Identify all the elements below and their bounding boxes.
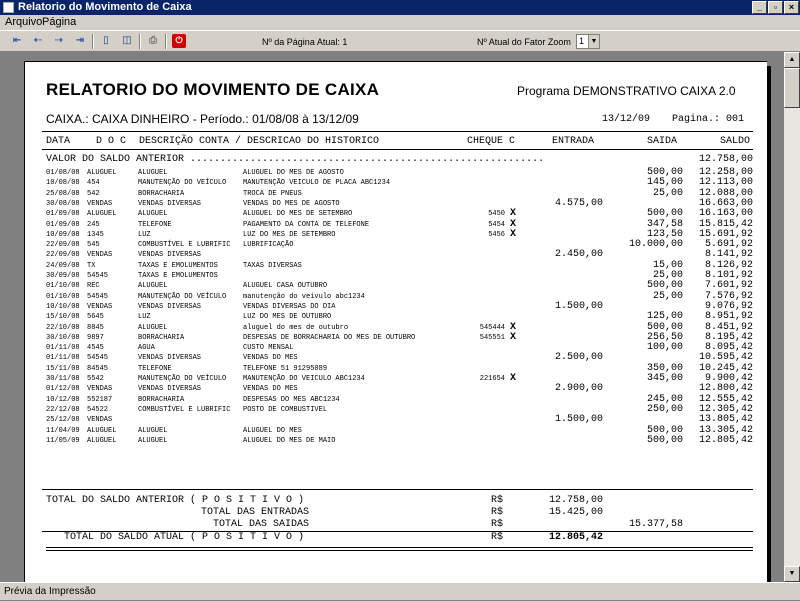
row-conta: BORRACHARIA [138, 396, 185, 404]
row-cheque: 545551 [479, 334, 505, 342]
row-historico: MANUTENÇÃO DO VEICULO ABC1234 [243, 375, 365, 383]
close-button[interactable]: × [784, 1, 799, 14]
divider [42, 149, 753, 150]
row-doc: VENDAS [87, 385, 113, 393]
row-conta: VENDAS DIVERSAS [138, 200, 202, 208]
row-historico: manutenção do veivulo abc1234 [243, 293, 365, 301]
row-doc: ALUGUEL [87, 210, 117, 218]
row-conta: BORRACHARIA [138, 334, 185, 342]
row-historico: ALUGUEL DO MES [243, 427, 302, 435]
row-historico: PAGAMENTO DA CONTA DE TELEFONE [243, 221, 370, 229]
row-saldo: 8.126,92 [704, 260, 753, 271]
last-page-icon[interactable]: ⇥ [75, 35, 85, 46]
current-page-label: Nº da Página Atual: 1 [262, 37, 348, 47]
previous-page-icon[interactable]: ⇠ [33, 35, 43, 46]
total-saidas-label: TOTAL DAS SAIDAS [213, 519, 310, 530]
row-saida: 500,00 [646, 322, 683, 333]
scroll-up-icon[interactable]: ▲ [784, 52, 800, 68]
row-conta: ALUGUEL [138, 437, 168, 445]
divider [42, 131, 753, 132]
row-historico: aluguel do mes de outubro [243, 324, 349, 332]
total-entradas-value: 15.425,00 [548, 507, 603, 518]
row-conta: TAXAS E EMOLUMENTOS [138, 272, 218, 280]
row-conciliado: X [510, 322, 517, 333]
divider [46, 550, 753, 551]
report-caixa-period: CAIXA.: CAIXA DINHEIRO - Período.: 01/08/08 à 13/12/09 [46, 112, 359, 126]
row-saldo: 12.555,42 [698, 394, 753, 405]
row-date: 10/12/08 [46, 396, 80, 404]
row-saida: 250,00 [646, 404, 683, 415]
row-saldo: 7.601,92 [704, 280, 753, 291]
row-conta: MANUTENÇÃO DO VEÍCULO [138, 375, 227, 383]
row-historico: POSTO DE COMBUSTIVEL [243, 406, 328, 414]
row-saldo: 12.113,00 [698, 177, 753, 188]
row-date: 30/11/08 [46, 375, 80, 383]
total-anterior-value: 12.758,00 [548, 495, 603, 506]
exit-icon[interactable]: ⏻ [172, 34, 186, 48]
row-doc: 552187 [87, 396, 113, 404]
row-saldo: 13.805,42 [698, 414, 753, 425]
window-title: Relatorio do Movimento de Caixa [18, 1, 192, 13]
row-doc: 54545 [87, 354, 109, 362]
row-date: 11/04/09 [46, 427, 80, 435]
row-saida: 100,00 [646, 342, 683, 353]
row-saldo: 8.101,92 [704, 270, 753, 281]
row-saida: 10.000,00 [628, 239, 683, 250]
row-doc: TX [87, 262, 96, 270]
row-conciliado: X [510, 373, 517, 384]
row-saida: 145,00 [646, 177, 683, 188]
row-saida: 25,00 [652, 270, 683, 281]
row-doc: 1345 [87, 231, 104, 239]
row-saldo: 12.805,42 [698, 435, 753, 446]
row-historico: ALUGUEL DO MES DE SETEMBRO [243, 210, 353, 218]
row-historico: LUZ DO MES DE OUTUBRO [243, 313, 332, 321]
row-historico: VENDAS DO MES [243, 354, 298, 362]
row-saida: 350,00 [646, 363, 683, 374]
row-saldo: 13.305,42 [698, 425, 753, 436]
row-saida: 500,00 [646, 208, 683, 219]
row-conciliado: X [510, 208, 517, 219]
row-conciliado: X [510, 229, 517, 240]
printer-icon[interactable]: ⎙ [149, 35, 157, 46]
row-saida: 15,00 [652, 260, 683, 271]
row-saldo: 8.195,42 [704, 332, 753, 343]
row-date: 01/11/08 [46, 344, 80, 352]
row-date: 22/09/08 [46, 241, 80, 249]
row-saldo: 8.141,92 [704, 249, 753, 260]
row-conta: AGUA [138, 344, 155, 352]
row-doc: 545 [87, 241, 100, 249]
menu-arquivo[interactable]: Arquivo [5, 16, 43, 28]
toolbar-separator [139, 34, 141, 49]
total-saidas-currency: R$ [491, 519, 504, 530]
row-historico: MANUTENÇÃO VEICULO DE PLACA ABC1234 [243, 179, 391, 187]
col-header-desc: DESCRIÇÃO CONTA / DESCRICAO DO HISTORICO [139, 136, 380, 147]
row-entrada: 4.575,00 [554, 198, 603, 209]
row-saida: 500,00 [646, 167, 683, 178]
row-historico: DESPESAS DE BORRACHARIA DO MES DE OUTUBRO [243, 334, 416, 342]
toolbar-separator [92, 34, 94, 49]
row-conciliado: X [510, 219, 517, 230]
row-conta: LUZ [138, 231, 151, 239]
row-cheque: 5454 [488, 221, 505, 229]
row-doc: 4545 [87, 344, 104, 352]
row-saida: 25,00 [652, 188, 683, 199]
col-header-doc: D O C [96, 136, 127, 147]
row-conta: VENDAS DIVERSAS [138, 385, 202, 393]
row-saldo: 9.900,42 [704, 373, 753, 384]
row-doc: 542 [87, 190, 100, 198]
total-saidas-value: 15.377,58 [628, 519, 683, 530]
opening-balance-label: VALOR DO SALDO ANTERIOR ........................................................... [46, 154, 545, 165]
row-conta: ALUGUEL [138, 324, 168, 332]
report-page-number: Pagina.: 001 [672, 114, 745, 125]
row-historico: TELEFONE 51 91295089 [243, 365, 328, 373]
row-historico: TAXAS DIVERSAS [243, 262, 302, 270]
total-entradas-currency: R$ [491, 507, 504, 518]
row-doc: 5645 [87, 313, 104, 321]
opening-balance-value: 12.758,00 [698, 154, 753, 165]
row-doc: 245 [87, 221, 100, 229]
row-saldo: 9.076,92 [704, 301, 753, 312]
first-page-icon[interactable]: ⇤ [12, 35, 22, 46]
scroll-thumb[interactable] [784, 68, 800, 108]
row-cheque: 545444 [479, 324, 505, 332]
zoom-label: Nº Atual do Fator Zoom [477, 37, 571, 47]
row-date: 01/10/08 [46, 282, 80, 290]
row-doc: 454 [87, 179, 100, 187]
row-date: 01/11/08 [46, 354, 80, 362]
row-doc: 5542 [87, 375, 104, 383]
row-doc: REC [87, 282, 100, 290]
row-date: 22/09/08 [46, 251, 80, 259]
zoom-value: 1 [579, 36, 585, 46]
row-date: 01/09/08 [46, 210, 80, 218]
total-atual-value: 12.805,42 [548, 532, 603, 543]
page-shadow [767, 66, 771, 582]
divider [42, 489, 753, 490]
row-saida: 500,00 [646, 280, 683, 291]
row-historico: ALUGUEL DO MES DE MAIO [243, 437, 336, 445]
row-saldo: 15.815,42 [698, 219, 753, 230]
row-entrada: 2.500,00 [554, 352, 603, 363]
row-conta: ALUGUEL [138, 427, 168, 435]
row-historico: LUBRIFICAÇÃO [243, 241, 294, 249]
row-saldo: 12.800,42 [698, 383, 753, 394]
total-atual-currency: R$ [491, 532, 504, 543]
row-conta: VENDAS DIVERSAS [138, 251, 202, 259]
row-date: 10/10/08 [46, 303, 80, 311]
row-saldo: 12.305,42 [698, 404, 753, 415]
row-saida: 245,00 [646, 394, 683, 405]
row-doc: 54522 [87, 406, 109, 414]
row-date: 25/08/08 [46, 190, 80, 198]
row-historico: ALUGUEL CASA OUTUBRO [243, 282, 328, 290]
row-conta: COMBUSTÍVEL E LUBRIFIC [138, 406, 231, 414]
row-conta: LUZ [138, 313, 151, 321]
row-saldo: 12.258,00 [698, 167, 753, 178]
row-conta: ALUGUEL [138, 282, 168, 290]
row-conciliado: X [510, 332, 517, 343]
row-date: 30/09/08 [46, 272, 80, 280]
col-header-saldo: SALDO [720, 136, 751, 147]
total-anterior-label: TOTAL DO SALDO ANTERIOR ( P O S I T I V O ) [46, 495, 305, 506]
row-saida: 500,00 [646, 425, 683, 436]
row-date: 30/08/08 [46, 200, 80, 208]
row-saida: 256,50 [646, 332, 683, 343]
row-historico: DESPESAS DO MES ABC1234 [243, 396, 340, 404]
row-historico: VENDAS DO MES [243, 385, 298, 393]
row-entrada: 1.500,00 [554, 414, 603, 425]
row-saldo: 15.691,92 [698, 229, 753, 240]
row-doc: ALUGUEL [87, 427, 117, 435]
row-conta: TELEFONE [138, 365, 172, 373]
row-historico: VENDAS DIVERSAS DO DIA [243, 303, 336, 311]
status-bar [0, 582, 800, 600]
row-conta: VENDAS DIVERSAS [138, 303, 202, 311]
row-date: 01/12/08 [46, 385, 80, 393]
row-doc: 9897 [87, 334, 104, 342]
row-saida: 500,00 [646, 435, 683, 446]
row-saida: 25,00 [652, 291, 683, 302]
row-saida: 347,58 [646, 219, 683, 230]
report-title: RELATORIO DO MOVIMENTO DE CAIXA [46, 80, 380, 99]
col-header-entrada: ENTRADA [552, 136, 595, 147]
row-entrada: 1.500,00 [554, 301, 603, 312]
total-entradas-label: TOTAL DAS ENTRADAS [201, 507, 310, 518]
two-pages-icon[interactable]: ◫ [122, 35, 132, 46]
toolbar [0, 30, 800, 52]
report-page [24, 61, 767, 582]
row-entrada: 2.900,00 [554, 383, 603, 394]
row-doc: VENDAS [87, 416, 113, 424]
col-header-data: DATA [46, 136, 71, 147]
col-header-saida: SAIDA [647, 136, 678, 147]
row-date: 24/09/08 [46, 262, 80, 270]
row-historico: ALUGUEL DO MES DE AGOSTO [243, 169, 344, 177]
row-cheque: 5456 [488, 231, 505, 239]
row-saldo: 8.451,92 [704, 322, 753, 333]
row-date: 15/10/08 [46, 313, 80, 321]
row-historico: TROCA DE PNEUS [243, 190, 302, 198]
divider [46, 547, 753, 548]
row-doc: 54545 [87, 293, 109, 301]
row-doc: ALUGUEL [87, 169, 117, 177]
row-conta: MANUTENÇÃO DO VEÍCULO [138, 179, 227, 187]
row-conta: VENDAS DIVERSAS [138, 354, 202, 362]
status-text: Prévia da Impressão [4, 586, 96, 597]
row-saida: 125,00 [646, 311, 683, 322]
menu-bar [0, 15, 800, 30]
row-historico: CUSTO MENSAL [243, 344, 294, 352]
row-doc: 84545 [87, 365, 109, 373]
row-doc: 54545 [87, 272, 109, 280]
row-saida: 345,00 [646, 373, 683, 384]
row-historico: LUZ DO MES DE SETEMBRO [243, 231, 336, 239]
row-saldo: 8.951,92 [704, 311, 753, 322]
row-historico: VENDAS DO MES DE AGOSTO [243, 200, 340, 208]
next-page-icon[interactable]: ⇢ [54, 35, 64, 46]
row-saldo: 5.691,92 [704, 239, 753, 250]
row-conta: COMBUSTÍVEL E LUBRIFIC [138, 241, 231, 249]
maximize-button[interactable]: ▫ [768, 1, 783, 14]
row-saldo: 12.088,00 [698, 188, 753, 199]
row-date: 22/12/08 [46, 406, 80, 414]
row-date: 11/05/09 [46, 437, 80, 445]
row-date: 01/09/08 [46, 221, 80, 229]
row-doc: VENDAS [87, 303, 113, 311]
col-header-cheque: CHEQUE C [467, 136, 516, 147]
row-date: 10/09/08 [46, 231, 80, 239]
vertical-scrollbar[interactable] [784, 52, 800, 582]
row-date: 25/12/08 [46, 416, 80, 424]
zoom-select[interactable] [576, 34, 600, 49]
row-doc: 8845 [87, 324, 104, 332]
row-saida: 123,50 [646, 229, 683, 240]
row-cheque: 221654 [479, 375, 505, 383]
row-doc: VENDAS [87, 200, 113, 208]
app-icon [3, 2, 14, 13]
row-saldo: 16.163,00 [698, 208, 753, 219]
row-doc: ALUGUEL [87, 437, 117, 445]
minimize-button[interactable]: _ [752, 1, 767, 14]
row-date: 30/10/08 [46, 334, 80, 342]
scroll-down-icon[interactable]: ▼ [784, 566, 800, 582]
row-conta: TELEFONE [138, 221, 172, 229]
row-saldo: 7.576,92 [704, 291, 753, 302]
menu-pagina[interactable]: Página [42, 16, 77, 28]
row-date: 01/08/08 [46, 169, 80, 177]
row-conta: ALUGUEL [138, 210, 168, 218]
total-atual-label: TOTAL DO SALDO ATUAL ( P O S I T I V O ) [64, 532, 305, 543]
row-saldo: 10.595,42 [698, 352, 753, 363]
total-anterior-currency: R$ [491, 495, 504, 506]
row-saldo: 10.245,42 [698, 363, 753, 374]
row-saldo: 16.663,00 [698, 198, 753, 209]
toolbar-separator [165, 34, 167, 49]
row-date: 22/10/08 [46, 324, 80, 332]
single-page-icon[interactable]: ▯ [103, 35, 109, 46]
row-conta: TAXAS E EMOLUMENTOS [138, 262, 218, 270]
report-program: Programa DEMONSTRATIVO CAIXA 2.0 [517, 84, 736, 98]
row-date: 01/10/08 [46, 293, 80, 301]
row-conta: ALUGUEL [138, 169, 168, 177]
row-saldo: 8.095,42 [704, 342, 753, 353]
row-entrada: 2.450,00 [554, 249, 603, 260]
row-conta: BORRACHARIA [138, 190, 185, 198]
row-date: 10/08/08 [46, 179, 80, 187]
chevron-down-icon[interactable]: ▼ [588, 35, 599, 48]
row-doc: VENDAS [87, 251, 113, 259]
title-bar [0, 0, 800, 15]
report-date: 13/12/09 [602, 114, 651, 125]
row-date: 15/11/08 [46, 365, 80, 373]
row-conta: MANUTENÇÃO DO VEÍCULO [138, 293, 227, 301]
row-cheque: 5450 [488, 210, 505, 218]
